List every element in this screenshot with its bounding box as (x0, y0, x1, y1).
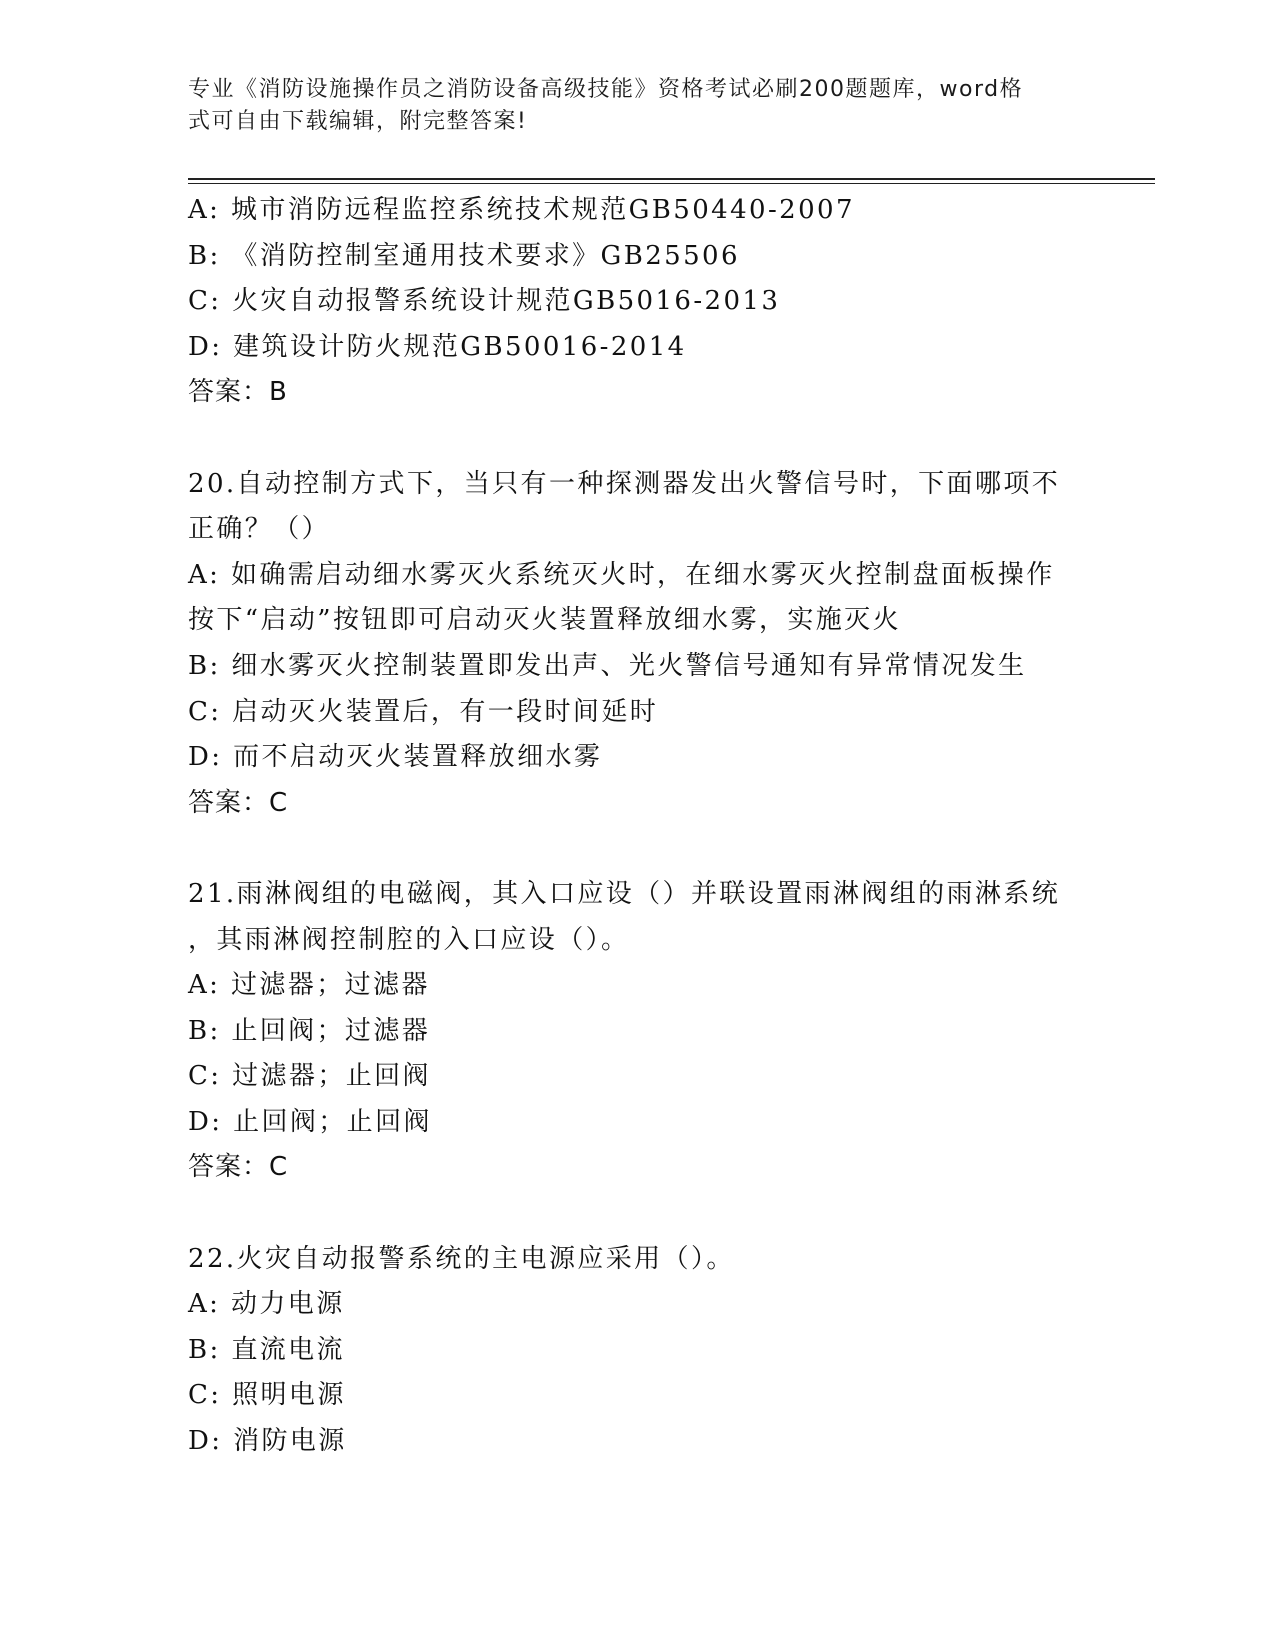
q20-option-a-line-1: A: 如确需启动细水雾灭火系统灭火时，在细水雾灭火控制盘面板操作 (188, 559, 1055, 590)
q21-option-a: A: 过滤器；过滤器 (188, 970, 430, 1001)
q19-option-c: C: 火灾自动报警系统设计规范GB5016-2013 (188, 286, 781, 317)
spacer (188, 416, 1088, 462)
q20-option-c: C: 启动灭火装置后，有一段时间延时 (188, 696, 659, 727)
q21-question-line-2: ，其雨淋阀控制腔的入口应设（）。 (188, 924, 630, 955)
q22-option-c: C: 照明电源 (188, 1380, 346, 1411)
spacer (188, 1191, 1088, 1237)
q19-option-b: B: 《消防控制室通用技术要求》GB25506 (188, 240, 740, 271)
question-19-block (188, 188, 1088, 416)
header-line-2: 式可自由下载编辑，附完整答案! (188, 109, 528, 134)
q21-answer: 答案：C (188, 1152, 289, 1183)
q19-answer: 答案：B (188, 377, 288, 408)
q20-question-line-2: 正确？（） (188, 514, 331, 545)
q22-question-line-1: 22.火灾自动报警系统的主电源应采用（）。 (188, 1243, 735, 1274)
question-list (188, 188, 1088, 1465)
question-21-block (188, 872, 1088, 1191)
q22-option-d: D: 消防电源 (188, 1426, 347, 1457)
q20-question-line-1: 20.自动控制方式下，当只有一种探测器发出火警信号时，下面哪项不 (188, 468, 1061, 499)
header-line-1: 专业《消防设施操作员之消防设备高级技能》资格考试必刷200题题库，word格 (188, 77, 1024, 102)
q19-option-d: D: 建筑设计防火规范GB50016-2014 (188, 331, 687, 362)
document-header (188, 74, 1068, 138)
q20-answer: 答案：C (188, 787, 289, 818)
spacer (188, 826, 1088, 872)
q21-option-c: C: 过滤器；止回阀 (188, 1061, 431, 1092)
question-20-block (188, 462, 1088, 827)
header-divider-thin (188, 183, 1155, 184)
q20-option-a-line-2: 按下“启动”按钮即可启动灭火装置释放细水雾，实施灭火 (188, 605, 901, 636)
q21-option-d: D: 止回阀；止回阀 (188, 1106, 432, 1137)
q22-option-b: B: 直流电流 (188, 1334, 345, 1365)
q21-option-b: B: 止回阀；过滤器 (188, 1015, 431, 1046)
q19-option-a: A: 城市消防远程监控系统技术规范GB50440-2007 (188, 195, 855, 225)
question-22-block (188, 1237, 1088, 1465)
q21-question-line-1: 21.雨淋阀组的电磁阀，其入口应设（）并联设置雨淋阀组的雨淋系统 (188, 878, 1061, 909)
q20-option-b: B: 细水雾灭火控制装置即发出声、光火警信号通知有异常情况发生 (188, 650, 1027, 681)
q20-option-d: D: 而不启动灭火装置释放细水雾 (188, 742, 603, 773)
header-divider-thick (188, 178, 1155, 180)
q22-option-a: A: 动力电源 (188, 1289, 345, 1320)
